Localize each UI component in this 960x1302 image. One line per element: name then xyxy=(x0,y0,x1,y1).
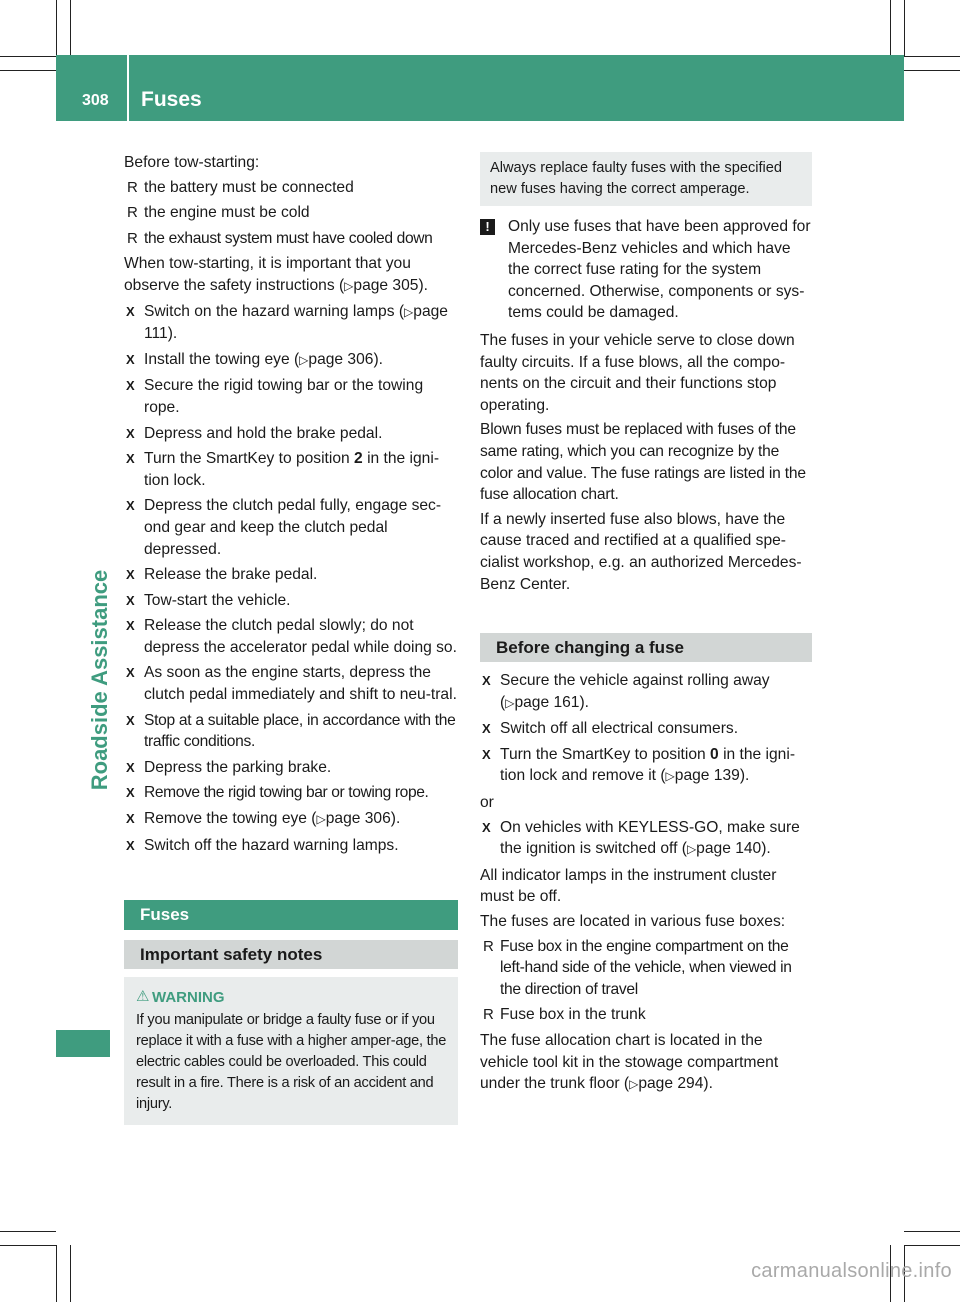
chart-paragraph: The fuse allocation chart is located in the vehicle tool kit in the stowage compartment under the trunk floor (▷page 294). xyxy=(480,1032,779,1093)
step-item: X Release the brake pedal. xyxy=(124,564,458,586)
step-item: X Depress the clutch pedal fully, engage sec-ond gear and keep the clutch pedal depressed. xyxy=(126,497,442,558)
note-box: Always replace faulty fuses with the specified new fuses having the correct amperage. xyxy=(480,152,812,206)
or-text: or xyxy=(480,794,494,812)
page-ref-icon: ▷ xyxy=(404,304,414,319)
crop-mark xyxy=(70,0,71,56)
step-arrow-icon: X xyxy=(126,665,135,681)
exclamation-icon: ! xyxy=(480,219,495,235)
step-arrow-icon: X xyxy=(126,425,135,441)
step-item: X Turn the SmartKey to position 2 in the igni-tion lock. xyxy=(126,450,440,489)
list-item: R the exhaust system must have cooled down xyxy=(124,228,458,250)
step-arrow-icon: X xyxy=(126,712,135,728)
step-item: X Remove the rigid towing bar or towing rope. xyxy=(124,782,458,804)
page-link[interactable]: page 140 xyxy=(696,840,762,858)
step-arrow-icon: X xyxy=(126,618,135,634)
crop-mark xyxy=(0,1231,56,1232)
list-item: R Fuse box in the trunk xyxy=(480,1004,812,1026)
step-item: X On vehicles with KEYLESS-GO, make sure the ignition is switched off (▷page 140). xyxy=(482,818,800,858)
paragraph: If a newly inserted fuse also blows, have the cause traced and rectified at a qualified spe-cialist workshop, e.g. an authorized Mercedes-Benz Center. xyxy=(480,510,802,593)
step-item: X Install the towing eye (▷page 306). xyxy=(124,349,458,372)
step-arrow-icon: X xyxy=(126,378,135,394)
crop-mark xyxy=(70,1245,71,1302)
step-item: X Remove the towing eye (▷page 306). xyxy=(124,808,458,831)
step-item: X As soon as the engine starts, depress the clutch pedal immediately and shift to neu-tral. xyxy=(126,664,457,704)
caution-note: ! Only use fuses that have been approved for Mercedes-Benz vehicles and which have the correct fuse rating for the system concerned. Otherwise, components or sys-tems could be damaged. xyxy=(480,216,812,324)
step-arrow-icon: X xyxy=(126,837,135,853)
page-link[interactable]: page 305 xyxy=(353,276,419,294)
crop-mark xyxy=(904,70,960,71)
paragraph: Blown fuses must be replaced with fuses of the same rating, which you can recognize by the color and value. The fuse ratings are listed in the fuse allocation chart. xyxy=(480,421,806,504)
warning-title: ⚠ WARNING xyxy=(136,988,225,1007)
warning-text: If you manipulate or bridge a faulty fuse or if you replace it with a fuse with a higher amper-age, the electric cables could be overloaded. This could result in a fire. There is a risk of an accident and injury. xyxy=(136,1012,447,1113)
page-number: 308 xyxy=(82,92,109,109)
page-ref-icon: ▷ xyxy=(665,769,675,784)
watermark: carmanualsonline.info xyxy=(751,1260,952,1282)
crop-mark xyxy=(56,0,57,56)
side-tab-label: Roadside Assistance xyxy=(87,569,112,791)
located-paragraph: The fuses are located in various fuse boxes: xyxy=(480,913,786,931)
crop-mark xyxy=(0,56,56,57)
step-item: X Secure the vehicle against rolling away (▷page 161). xyxy=(482,672,770,711)
safety-paragraph: When tow-starting, it is important that you observe the safety instructions (▷page 305). xyxy=(124,255,428,294)
step-arrow-icon: X xyxy=(482,673,491,689)
crop-mark xyxy=(904,0,905,56)
safety-notes-heading: Important safety notes xyxy=(124,940,458,969)
list-item: R the battery must be connected xyxy=(124,177,458,199)
step-arrow-icon: X xyxy=(126,759,135,775)
page-ref-icon: ▷ xyxy=(344,278,354,293)
section-title: Fuses xyxy=(141,88,202,111)
page-link[interactable]: page 139 xyxy=(674,767,740,785)
page-link[interactable]: page 161 xyxy=(514,693,580,711)
bullet-icon: R xyxy=(483,1006,494,1024)
step-arrow-icon: X xyxy=(126,785,135,801)
intro-text: Before tow-starting: xyxy=(124,154,260,171)
indicator-paragraph: All indicator lamps in the instrument cluster must be off. xyxy=(480,866,777,906)
step-arrow-icon: X xyxy=(482,819,491,835)
step-arrow-icon: X xyxy=(126,351,135,367)
step-arrow-icon: X xyxy=(126,498,135,514)
crop-mark xyxy=(0,1245,56,1246)
paragraph: The fuses in your vehicle serve to close down faulty circuits. If a fuse blows, all the compo-nents on the circuit and their functions stop operating. xyxy=(480,331,795,414)
page-ref-icon: ▷ xyxy=(686,842,697,857)
bullet-icon: R xyxy=(483,937,494,955)
warning-box xyxy=(124,977,458,1125)
step-item: X Secure the rigid towing bar or the towing rope. xyxy=(126,377,424,416)
page-ref-icon: ▷ xyxy=(316,812,326,827)
page-link[interactable]: page 306 xyxy=(308,350,374,368)
step-arrow-icon: X xyxy=(482,721,491,737)
side-tab-block xyxy=(56,1030,110,1057)
step-item: X Switch off the hazard warning lamps. xyxy=(124,835,458,857)
list-item: R Fuse box in the engine compartment on the left-hand side of the vehicle, when viewed in the direction of travel xyxy=(483,937,792,998)
page-link[interactable]: page 294 xyxy=(638,1075,704,1093)
bullet-icon: R xyxy=(127,178,138,196)
step-item: X Depress and hold the brake pedal. xyxy=(124,423,458,445)
page-ref-icon: ▷ xyxy=(505,695,515,710)
crop-mark xyxy=(904,56,960,57)
crop-mark xyxy=(0,70,56,71)
bullet-icon: R xyxy=(127,204,138,222)
step-item: X Turn the SmartKey to position 0 in the igni-tion lock and remove it (▷page 139). xyxy=(482,745,796,785)
crop-mark xyxy=(890,0,891,56)
step-arrow-icon: X xyxy=(126,451,135,467)
list-item: R the engine must be cold xyxy=(124,202,458,224)
header-divider xyxy=(127,55,129,121)
left-column xyxy=(124,152,458,1125)
step-item: X Stop at a suitable place, in accordance with the traffic conditions. xyxy=(126,711,456,751)
step-arrow-icon: X xyxy=(482,746,491,762)
page-ref-icon: ▷ xyxy=(629,1077,639,1092)
step-item: X Release the clutch pedal slowly; do not depress the accelerator pedal while doing so. xyxy=(126,617,457,656)
before-changing-heading: Before changing a fuse xyxy=(480,633,812,662)
fuses-heading: Fuses xyxy=(124,900,458,930)
step-arrow-icon: X xyxy=(126,811,135,827)
page-ref-icon: ▷ xyxy=(299,352,309,367)
crop-mark xyxy=(904,1245,960,1246)
step-item: X Switch on the hazard warning lamps (▷page 111). xyxy=(126,302,448,343)
step-arrow-icon: X xyxy=(126,303,135,319)
bullet-icon: R xyxy=(127,229,138,247)
warning-triangle-icon: ⚠ xyxy=(136,988,150,1006)
page-link[interactable]: page 111 xyxy=(144,302,448,343)
step-item: X Switch off all electrical consumers. xyxy=(480,718,812,740)
step-arrow-icon: X xyxy=(126,592,135,608)
crop-mark xyxy=(904,1231,960,1232)
step-item: X Depress the parking brake. xyxy=(124,757,458,779)
page-link[interactable]: page 306 xyxy=(325,810,391,828)
step-item: X Tow-start the vehicle. xyxy=(124,590,458,612)
step-arrow-icon: X xyxy=(126,567,135,583)
crop-mark xyxy=(56,1245,57,1302)
right-column xyxy=(480,152,812,1099)
